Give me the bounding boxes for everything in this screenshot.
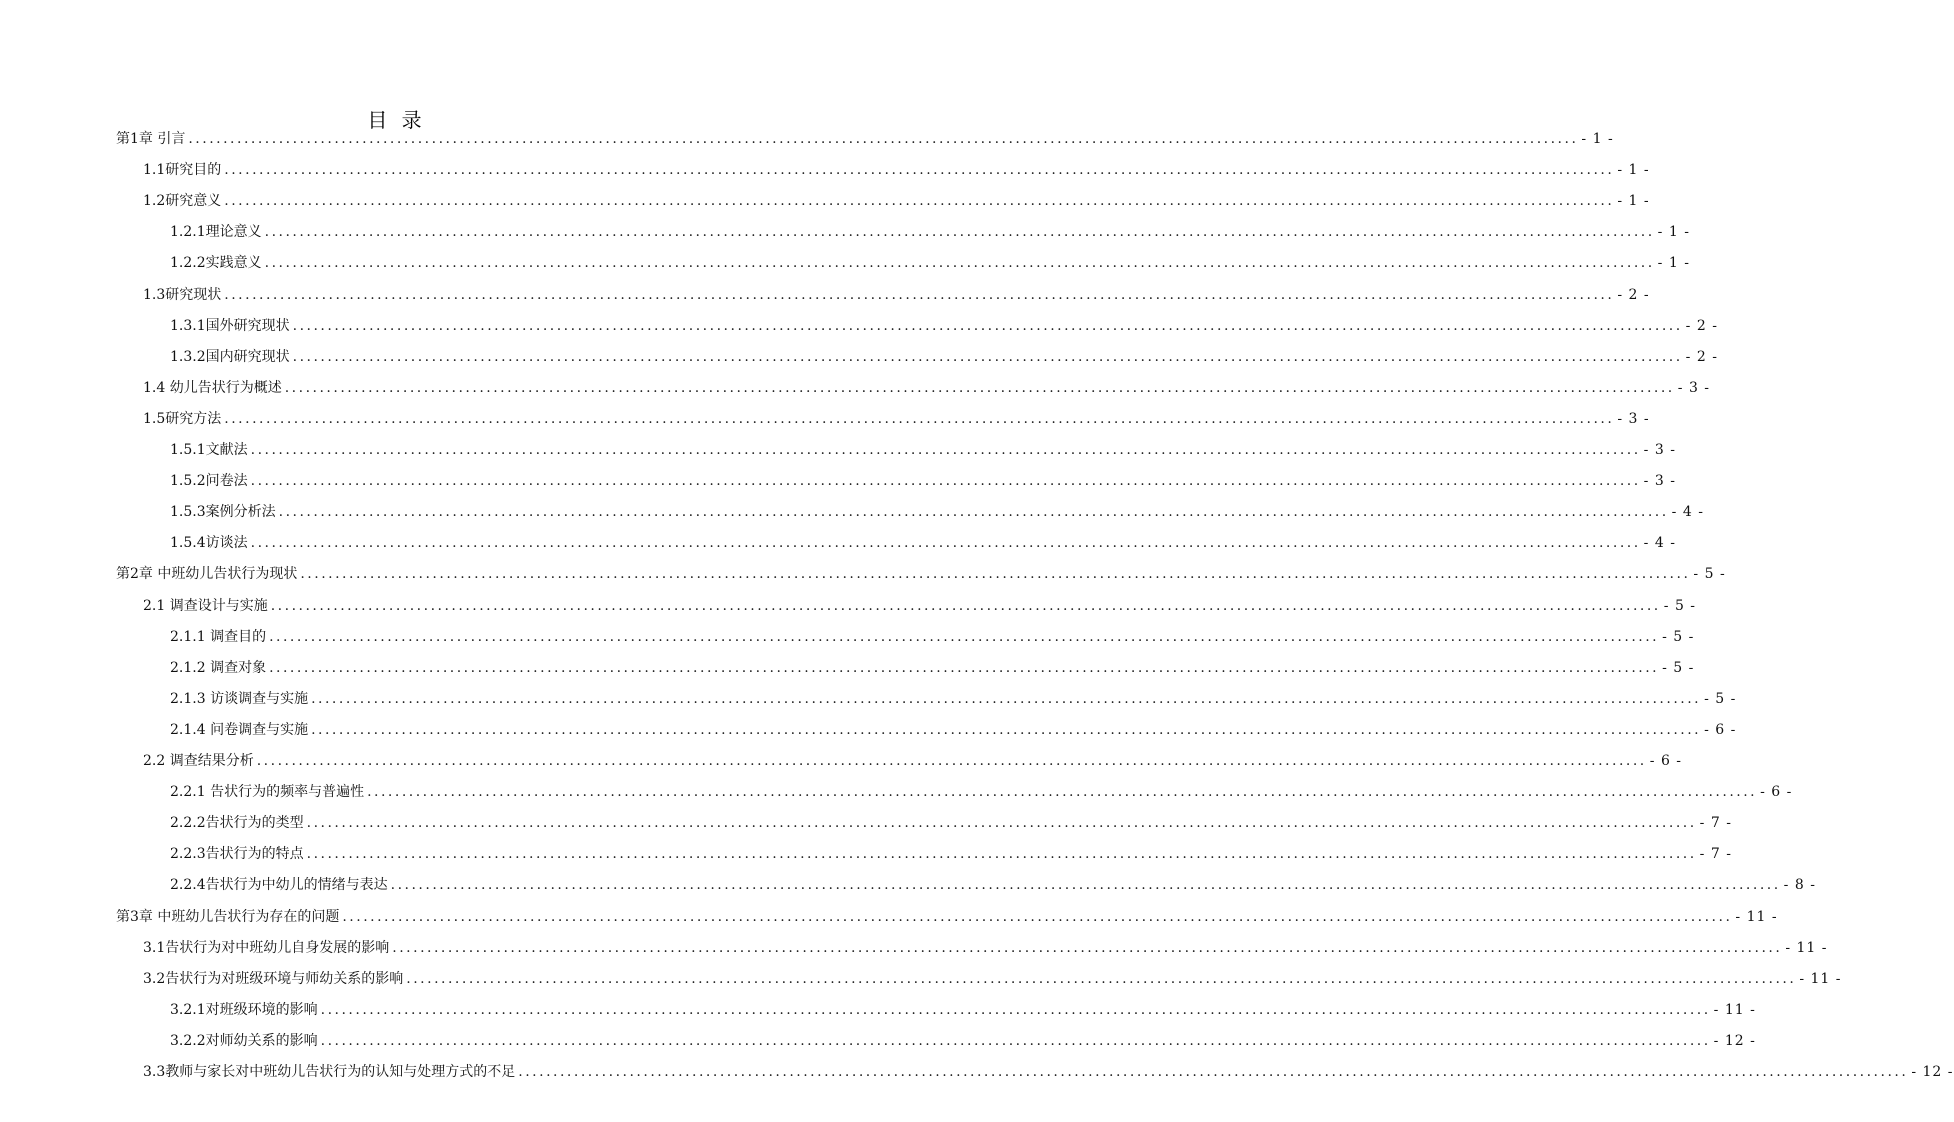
toc-entry-title: 2.1.2 调查对象 — [170, 659, 267, 676]
toc-dot-leader: ........................................................................................................................................................................................................ — [292, 317, 1683, 334]
toc-dot-leader: ........................................................................................................................................................................................................ — [406, 970, 1797, 987]
toc-entry-title: 1.5.1文献法 — [170, 442, 248, 458]
toc-dot-leader: ........................................................................................................................................................................................................ — [320, 1001, 1711, 1018]
toc-page-number: - 7 - — [1699, 846, 1732, 863]
toc-page-number: - 5 - — [1662, 659, 1695, 676]
toc-entry-title: 3.2.1对班级环境的影响 — [170, 1001, 318, 1018]
toc-page-number: - 3 - — [1643, 442, 1676, 458]
toc-entry[interactable] — [170, 626, 1695, 648]
toc-entry-title: 3.3教师与家长对中班幼儿告状行为的认知与处理方式的不足 — [143, 1064, 516, 1080]
page-title: 目 录 — [367, 108, 426, 132]
toc-entry-title: 2.1.1 调查目的 — [170, 628, 267, 645]
toc-entry[interactable] — [143, 595, 1697, 617]
toc-dot-leader: ........................................................................................................................................................................................................ — [269, 628, 1660, 645]
toc-entry[interactable] — [170, 874, 1816, 896]
toc-entry-title: 2.2 调查结果分析 — [143, 753, 254, 769]
toc-page-number: - 6 - — [1760, 784, 1793, 801]
toc-entry-title: 1.2.2实践意义 — [170, 255, 262, 272]
toc-entry-title: 3.2.2对师幼关系的影响 — [170, 1032, 318, 1049]
toc-entry-title: 1.1研究目的 — [143, 162, 222, 179]
toc-entry[interactable] — [170, 719, 1737, 741]
toc-page-number: - 12 - — [1713, 1032, 1756, 1049]
toc-dot-leader: ........................................................................................................................................................................................................ — [224, 286, 1615, 303]
toc-entry[interactable] — [143, 159, 1650, 181]
toc-page-number: - 5 - — [1662, 628, 1695, 645]
toc-dot-leader: ........................................................................................................................................................................................................ — [320, 1032, 1711, 1049]
toc-entry[interactable] — [170, 221, 1690, 243]
toc-page-number: - 12 - — [1911, 1064, 1954, 1080]
toc-page-number: - 7 - — [1699, 815, 1732, 832]
toc-page-number: - 5 - — [1704, 690, 1737, 707]
toc-dot-leader: ........................................................................................................................................................................................................ — [269, 659, 1660, 676]
toc-entry[interactable] — [116, 563, 1726, 585]
toc-page-number: - 11 - — [1785, 939, 1828, 956]
toc-entry[interactable] — [170, 501, 1704, 523]
toc-page-number: - 6 - — [1704, 721, 1737, 738]
toc-entry[interactable] — [143, 750, 1683, 772]
toc-entry[interactable] — [170, 688, 1737, 710]
toc-entry-title: 1.2.1理论意义 — [170, 224, 262, 241]
toc-dot-leader: ........................................................................................................................................................................................................ — [264, 255, 1655, 272]
toc-entry-title: 1.4 幼儿告状行为概述 — [143, 379, 282, 396]
toc-entry-title: 2.2.1 告状行为的频率与普遍性 — [170, 784, 365, 801]
toc-dot-leader: ........................................................................................................................................................................................................ — [292, 348, 1683, 365]
toc-entry-title: 1.3研究现状 — [143, 286, 222, 303]
toc-dot-leader: ........................................................................................................................................................................................................ — [264, 224, 1655, 241]
toc-dot-leader: ........................................................................................................................................................................................................ — [250, 535, 1641, 552]
toc-entry-title: 1.3.1国外研究现状 — [170, 317, 290, 334]
toc-dot-leader: ........................................................................................................................................................................................................ — [390, 877, 1781, 894]
toc-entry[interactable] — [143, 1061, 1954, 1083]
toc-entry[interactable] — [170, 470, 1676, 492]
toc-page-number: - 11 - — [1735, 908, 1778, 925]
toc-dot-leader: ........................................................................................................................................................................................................ — [250, 473, 1641, 490]
toc-dot-leader: ........................................................................................................................................................................................................ — [311, 690, 1702, 707]
toc-entry[interactable] — [143, 968, 1842, 990]
toc-page-number: - 11 - — [1713, 1001, 1756, 1018]
toc-entry[interactable] — [116, 906, 1778, 928]
toc-entry[interactable] — [170, 843, 1732, 865]
toc-page-number: - 1 - — [1657, 255, 1690, 272]
toc-entry-title: 3.2告状行为对班级环境与师幼关系的影响 — [143, 970, 404, 987]
toc-entry-title: 第1章 引言 — [116, 131, 186, 147]
toc-entry-title: 1.5.3案例分析法 — [170, 504, 276, 521]
toc-page-number: - 3 - — [1617, 410, 1650, 427]
toc-page-number: - 4 - — [1643, 535, 1676, 552]
toc-page-number: - 3 - — [1643, 473, 1676, 490]
toc-entry-title: 1.5.2问卷法 — [170, 473, 248, 490]
toc-dot-leader: ........................................................................................................................................................................................................ — [342, 908, 1733, 925]
toc-page-number: - 1 - — [1581, 131, 1614, 147]
toc-page-number: - 8 - — [1783, 877, 1816, 894]
toc-entry[interactable] — [143, 937, 1828, 959]
toc-entry[interactable] — [170, 532, 1676, 554]
toc-entry-title: 1.3.2国内研究现状 — [170, 348, 290, 365]
toc-entry-title: 2.1.3 访谈调查与实施 — [170, 690, 309, 707]
toc-page-number: - 1 - — [1617, 193, 1650, 210]
toc-dot-leader: ........................................................................................................................................................................................................ — [392, 939, 1783, 956]
toc-entry[interactable] — [143, 284, 1650, 306]
toc-dot-leader: ........................................................................................................................................................................................................ — [188, 131, 1579, 147]
toc-dot-leader: ........................................................................................................................................................................................................ — [224, 162, 1615, 179]
toc-entry[interactable] — [170, 315, 1718, 337]
toc-dot-leader: ........................................................................................................................................................................................................ — [278, 504, 1669, 521]
toc-entry[interactable] — [170, 439, 1676, 461]
toc-entry[interactable] — [143, 408, 1650, 430]
toc-entry-title: 3.1告状行为对中班幼儿自身发展的影响 — [143, 939, 390, 956]
toc-entry[interactable] — [170, 657, 1695, 679]
toc-page-number: - 4 - — [1671, 504, 1704, 521]
toc-entry-title: 第2章 中班幼儿告状行为现状 — [116, 566, 298, 583]
toc-entry-title: 2.1 调查设计与实施 — [143, 597, 268, 614]
toc-entry[interactable] — [170, 252, 1690, 274]
toc-dot-leader: ........................................................................................................................................................................................................ — [300, 566, 1691, 583]
toc-dot-leader: ........................................................................................................................................................................................................ — [284, 379, 1675, 396]
toc-page-number: - 6 - — [1649, 753, 1683, 769]
toc-page-number: - 1 - — [1617, 162, 1650, 179]
toc-dot-leader: ........................................................................................................................................................................................................ — [311, 721, 1702, 738]
toc-entry[interactable] — [170, 999, 1756, 1021]
toc-dot-leader: ........................................................................................................................................................................................................ — [306, 815, 1697, 832]
toc-page-number: - 2 - — [1685, 348, 1718, 365]
toc-page-number: - 2 - — [1685, 317, 1718, 334]
toc-entry-title: 2.2.2告状行为的类型 — [170, 815, 304, 832]
toc-entry[interactable] — [116, 128, 1614, 150]
toc-dot-leader: ........................................................................................................................................................................................................ — [256, 753, 1647, 769]
toc-dot-leader: ........................................................................................................................................................................................................ — [224, 410, 1615, 427]
toc-page-number: - 5 - — [1693, 566, 1726, 583]
toc-entry-title: 2.2.4告状行为中幼儿的情绪与表达 — [170, 877, 388, 894]
toc-dot-leader: ........................................................................................................................................................................................................ — [518, 1064, 1909, 1080]
toc-entry-title: 2.1.4 问卷调查与实施 — [170, 721, 309, 738]
toc-entry[interactable] — [170, 812, 1732, 834]
toc-dot-leader: ........................................................................................................................................................................................................ — [367, 784, 1758, 801]
toc-entry[interactable] — [170, 346, 1718, 368]
toc-entry[interactable] — [143, 190, 1650, 212]
toc-entry[interactable] — [170, 1030, 1756, 1052]
toc-dot-leader: ........................................................................................................................................................................................................ — [224, 193, 1615, 210]
toc-dot-leader: ........................................................................................................................................................................................................ — [306, 846, 1697, 863]
toc-entry[interactable] — [170, 781, 1793, 803]
toc-page-number: - 2 - — [1617, 286, 1650, 303]
toc-entry-title: 2.2.3告状行为的特点 — [170, 846, 304, 863]
toc-page-number: - 5 - — [1663, 597, 1697, 614]
toc-entry-title: 第3章 中班幼儿告状行为存在的问题 — [116, 908, 340, 925]
toc-entry[interactable] — [143, 377, 1711, 399]
toc-page-number: - 1 - — [1657, 224, 1690, 241]
toc-entry-title: 1.5.4访谈法 — [170, 535, 248, 552]
toc-page-number: - 11 - — [1799, 970, 1842, 987]
toc-entry-title: 1.5研究方法 — [143, 410, 222, 427]
toc-dot-leader: ........................................................................................................................................................................................................ — [250, 442, 1641, 458]
toc-entry-title: 1.2研究意义 — [143, 193, 222, 210]
toc-page-number: - 3 - — [1677, 379, 1711, 396]
toc-dot-leader: ........................................................................................................................................................................................................ — [270, 597, 1661, 614]
